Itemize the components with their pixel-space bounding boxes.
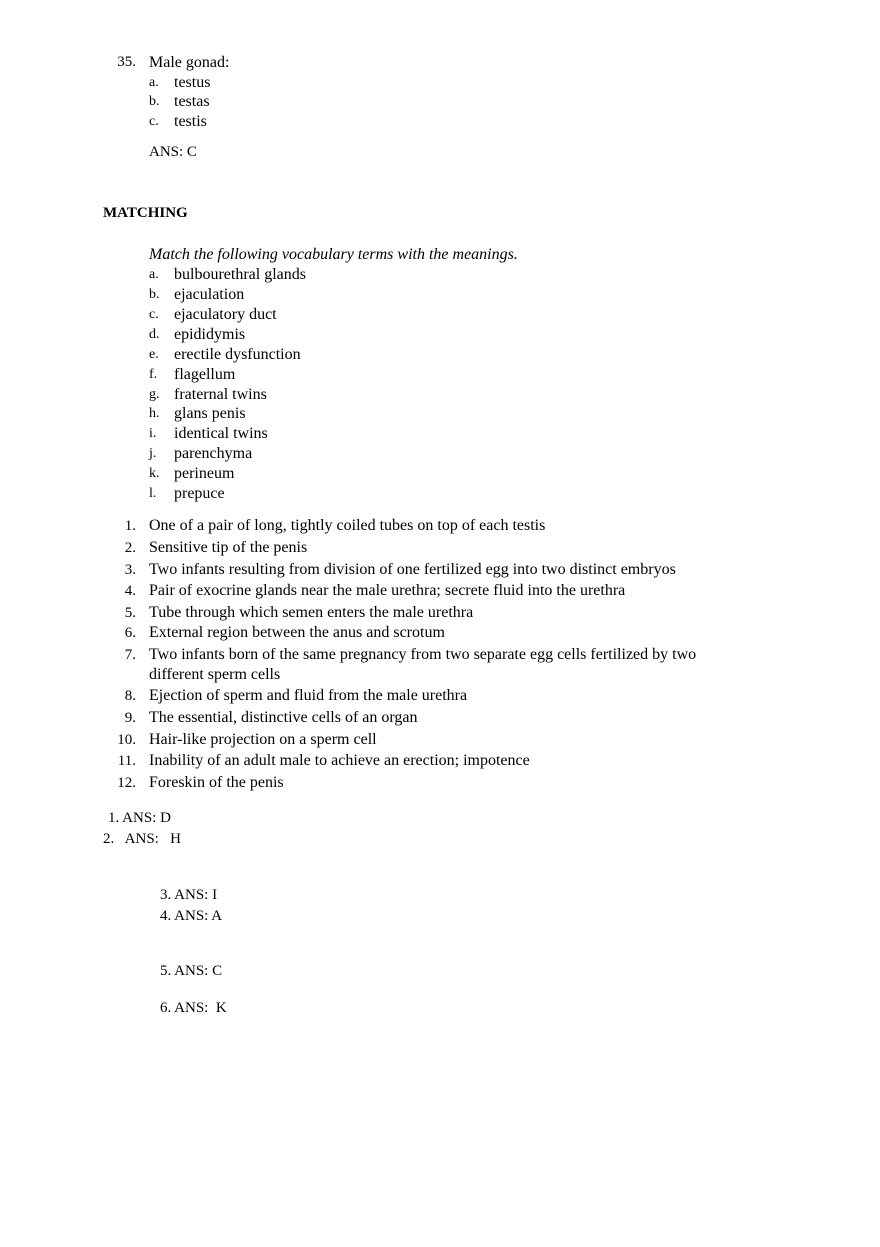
answer-key: 4. ANS: A (160, 908, 223, 924)
definition-text: Hair-like projection on a sperm cell (149, 731, 377, 748)
definition-number: 1. (124, 518, 136, 534)
term-label: f. (149, 367, 158, 382)
term-text: perineum (174, 465, 235, 482)
definition-text: External region between the anus and scrotum (149, 624, 445, 641)
term-label: a. (149, 267, 159, 282)
term-label: j. (149, 446, 157, 461)
definition-number: 4. (124, 583, 136, 599)
answer-key: ANS: C (149, 144, 197, 160)
term-text: flagellum (174, 366, 236, 383)
term-label: l. (149, 486, 157, 501)
term-label: h. (149, 406, 160, 421)
definition-text: Two infants resulting from division of one fertilized egg into two distinct embryos (149, 561, 676, 578)
option-text: testis (174, 113, 207, 130)
definition-text: Two infants born of the same pregnancy from two separate egg cells fertilized by two (149, 646, 697, 663)
answer-key: 1. ANS: D (108, 810, 171, 826)
term-text: glans penis (174, 405, 246, 422)
definition-number: 9. (124, 710, 136, 726)
term-label: k. (149, 466, 160, 481)
term-text: ejaculation (174, 286, 245, 303)
term-text: ejaculatory duct (174, 306, 277, 323)
answer-key: 6. ANS: K (160, 1000, 227, 1016)
option-label: b. (149, 94, 160, 109)
term-label: d. (149, 327, 160, 342)
definition-number: 8. (124, 688, 136, 704)
definition-text: Tube through which semen enters the male urethra (149, 604, 474, 621)
definition-number: 3. (124, 562, 136, 578)
answer-key: 2. ANS: H (103, 831, 181, 847)
term-text: parenchyma (174, 445, 253, 462)
question-number: 35. (117, 54, 136, 70)
term-text: identical twins (174, 425, 268, 442)
definition-number: 5. (124, 605, 136, 621)
definition-number: 10. (117, 732, 136, 748)
matching-instruction: Match the following vocabulary terms with the meanings. (149, 246, 518, 263)
definition-text: Pair of exocrine glands near the male urethra; secrete fluid into the urethra (149, 582, 626, 599)
answer-key: 3. ANS: I (160, 887, 218, 903)
definition-text-continued: different sperm cells (149, 666, 281, 683)
option-label: c. (149, 114, 159, 129)
definition-number: 2. (124, 540, 136, 556)
term-text: epididymis (174, 326, 246, 343)
definition-text: One of a pair of long, tightly coiled tubes on top of each testis (149, 517, 546, 534)
option-text: testus (174, 74, 211, 91)
term-label: e. (149, 347, 159, 362)
term-text: bulbourethral glands (174, 266, 306, 283)
definition-number: 11. (117, 753, 136, 769)
option-label: a. (149, 75, 159, 90)
definition-text: The essential, distinctive cells of an organ (149, 709, 418, 726)
term-text: erectile dysfunction (174, 346, 301, 363)
term-text: fraternal twins (174, 386, 267, 403)
definition-text: Inability of an adult male to achieve an erection; impotence (149, 752, 530, 769)
term-label: b. (149, 287, 160, 302)
definition-number: 7. (124, 647, 136, 663)
answer-key: 5. ANS: C (160, 963, 223, 979)
definition-text: Sensitive tip of the penis (149, 539, 308, 556)
definition-text: Ejection of sperm and fluid from the male urethra (149, 687, 468, 704)
term-label: c. (149, 307, 159, 322)
definition-number: 12. (117, 775, 136, 791)
term-label: g. (149, 387, 160, 402)
definition-number: 6. (124, 625, 136, 641)
section-heading: MATCHING (103, 205, 188, 221)
question-stem: Male gonad: (149, 54, 230, 71)
option-text: testas (174, 93, 210, 110)
term-label: i. (149, 426, 157, 441)
definition-text: Foreskin of the penis (149, 774, 284, 791)
term-text: prepuce (174, 485, 225, 502)
